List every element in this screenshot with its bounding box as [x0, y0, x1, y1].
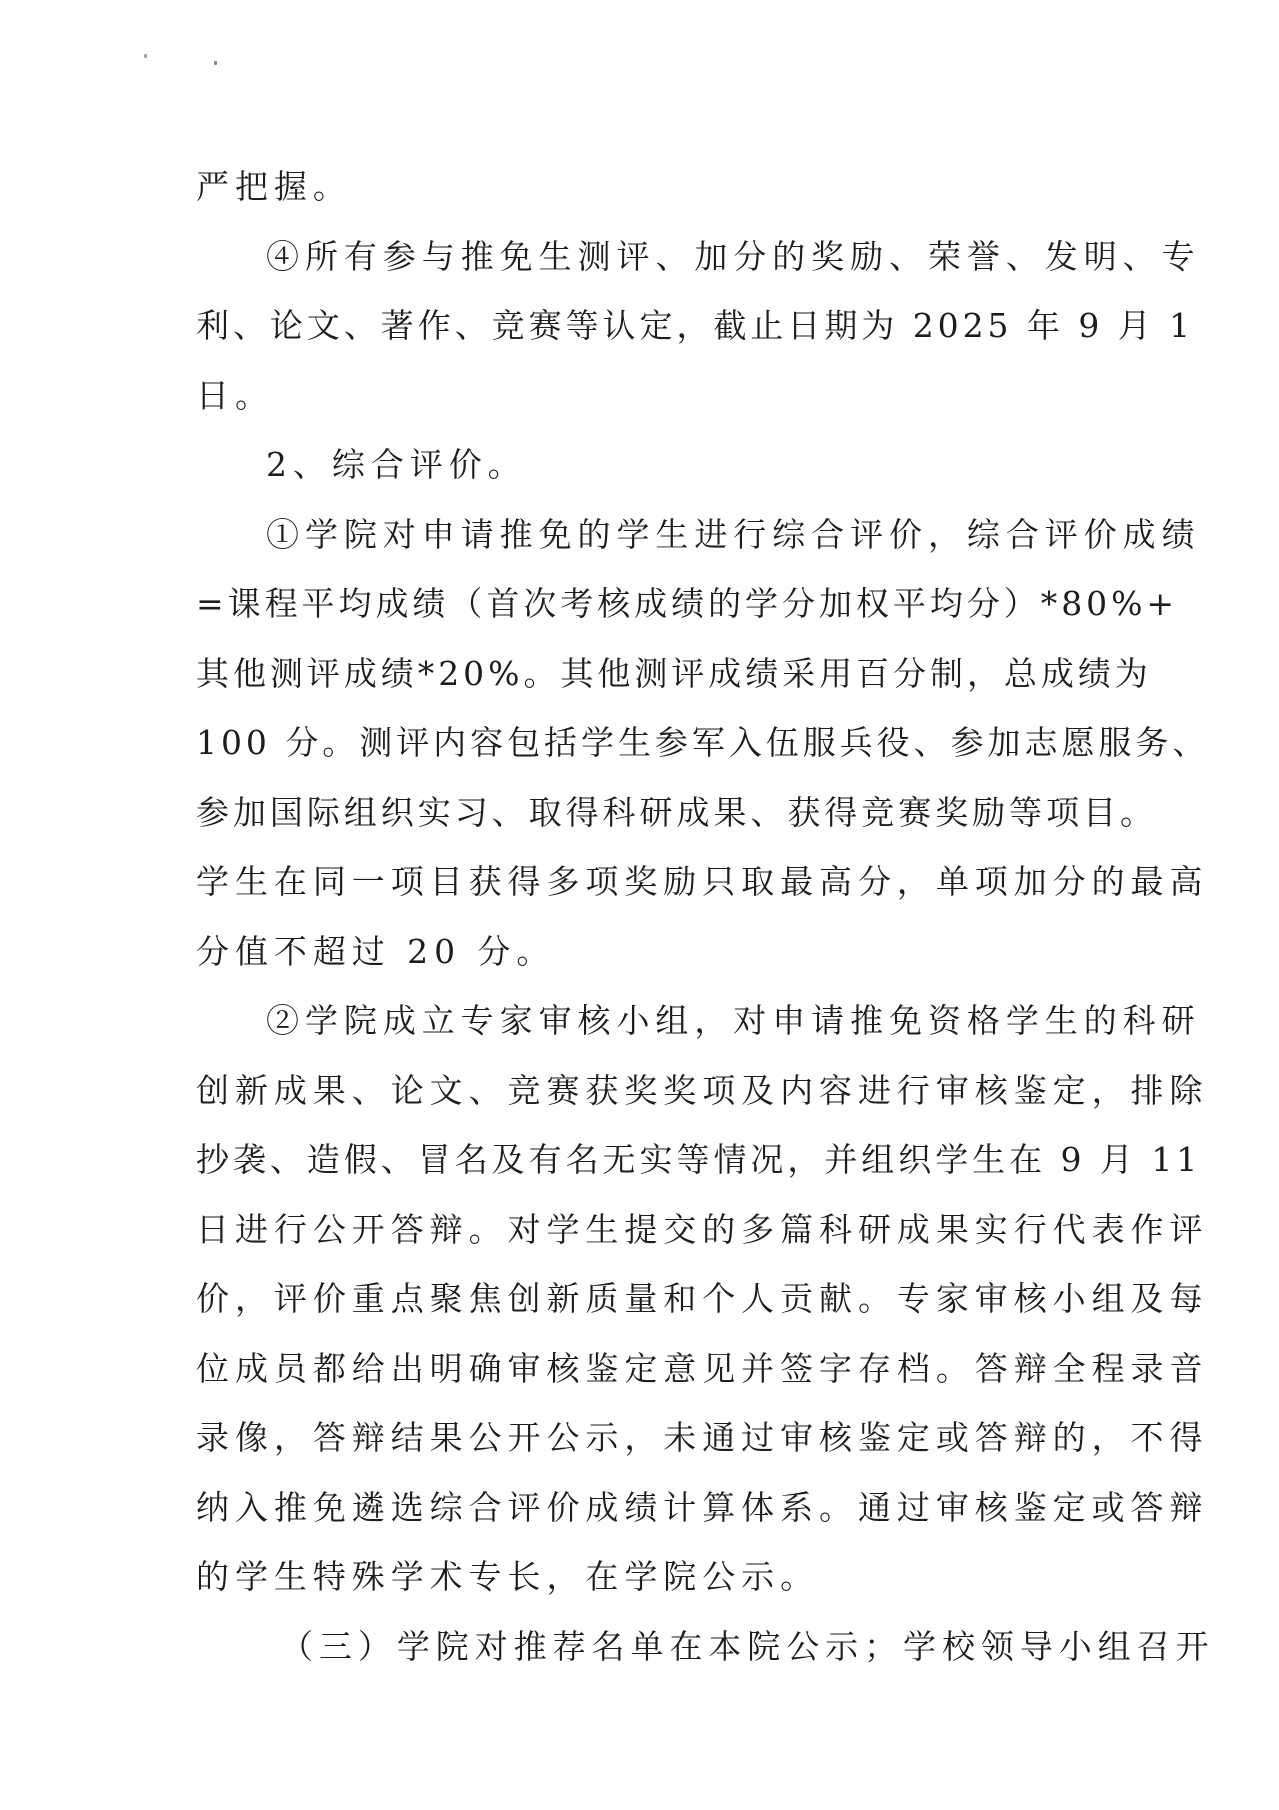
text-line: 日。 [196, 375, 274, 415]
text-line: 价，评价重点聚焦创新质量和个人贡献。专家审核小组及每 [196, 1279, 1209, 1318]
text-line: 参加国际组织实习、取得科研成果、获得竞赛奖励等项目。 [196, 792, 1157, 832]
paragraph-first-line: ②学院成立专家审核小组，对申请推免资格学生的科研 [266, 1001, 1201, 1040]
text-line: 纳入推免遴选综合评价成绩计算体系。通过审核鉴定或答辩 [196, 1487, 1209, 1527]
text-line: 100 分。测评内容包括学生参军入伍服兵役、参加志愿服务、 [196, 723, 1210, 762]
scan-speck [214, 61, 217, 65]
text-line: 抄袭、造假、冒名及有名无实等情况，并组织学生在 9 月 11 [196, 1140, 1202, 1179]
text-line: 录像，答辩结果公开公示，未通过审核鉴定或答辩的，不得 [196, 1418, 1209, 1457]
text-line: 利、论文、著作、竞赛等认定，截止日期为 2025 年 9 月 1 [196, 306, 1195, 345]
paragraph-first-line: ①学院对申请推免的学生进行综合评价，综合评价成绩 [266, 514, 1201, 554]
text-line: 其他测评成绩*20%。其他测评成绩采用百分制，总成绩为 [196, 653, 1152, 693]
text-line: 位成员都给出明确审核鉴定意见并签字存档。答辩全程录音 [196, 1348, 1209, 1388]
text-line: 学生在同一项目获得多项奖励只取最高分，单项加分的最高 [196, 862, 1209, 901]
scan-speck [144, 54, 147, 58]
text-line: 创新成果、论文、竞赛获奖奖项及内容进行审核鉴定，排除 [196, 1070, 1209, 1110]
section-heading: 2、综合评价。 [266, 445, 527, 484]
paragraph-first-line: （三）学院对推荐名单在本院公示；学校领导小组召开 [280, 1626, 1215, 1666]
text-line: 严把握。 [196, 167, 352, 206]
document-body [196, 152, 1215, 1681]
text-line: =课程平均成绩（首次考核成绩的学分加权平均分）*80%+ [196, 584, 1179, 623]
text-line: 日进行公开答辩。对学生提交的多篇科研成果实行代表作评 [196, 1209, 1209, 1249]
text-line: 的学生特殊学术专长，在学院公示。 [196, 1557, 820, 1596]
text-line: 分值不超过 20 分。 [196, 931, 556, 971]
paragraph-first-line: ④所有参与推免生测评、加分的奖励、荣誉、发明、专 [266, 236, 1201, 276]
